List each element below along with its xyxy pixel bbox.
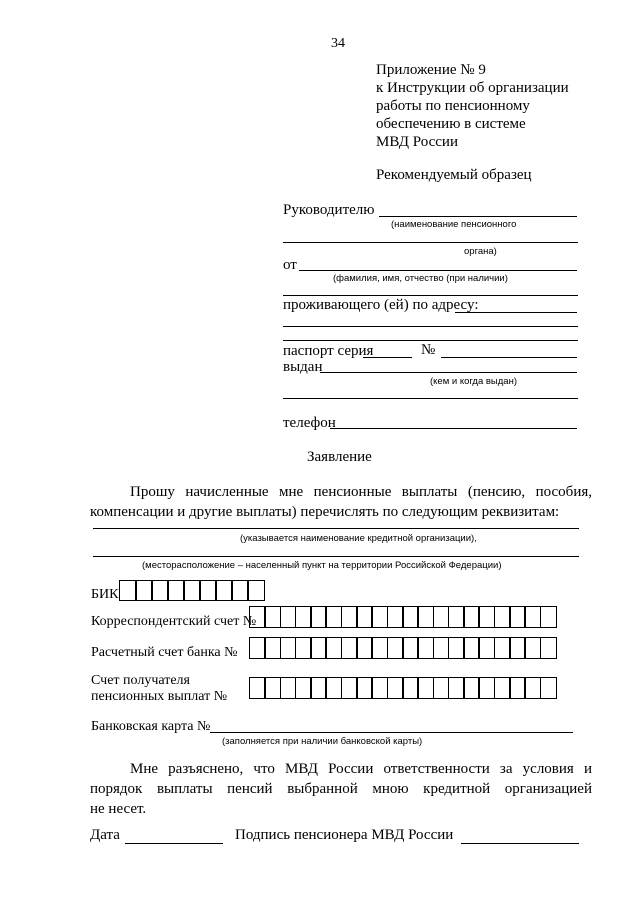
digit-box[interactable] xyxy=(540,606,557,628)
passport-label: паспорт серия xyxy=(283,343,374,359)
from-label: от xyxy=(283,257,297,273)
settlement-account-boxes[interactable] xyxy=(249,637,555,659)
corr-account-label: Корреспондентский счет № xyxy=(91,614,257,629)
page-number: 34 xyxy=(331,36,345,51)
statement-title: Заявление xyxy=(307,449,372,465)
date-label: Дата xyxy=(90,827,120,843)
passport-number-sign: № xyxy=(421,342,436,358)
bank-location-caption: (месторасположение – населенный пункт на территории Российской Федерации) xyxy=(142,560,502,571)
issued-label: выдан xyxy=(283,359,323,375)
signature-field-line[interactable] xyxy=(461,843,579,844)
bank-name-line[interactable] xyxy=(93,528,579,529)
notice-line-3: не несет. xyxy=(90,801,147,817)
digit-box[interactable] xyxy=(199,580,217,601)
passport-number-line[interactable] xyxy=(441,357,577,358)
appendix-line-5: МВД России xyxy=(376,134,458,150)
address-field-line[interactable] xyxy=(455,312,577,313)
corr-account-boxes[interactable] xyxy=(249,606,555,628)
digit-box[interactable] xyxy=(119,580,137,601)
appendix-line-1: Приложение № 9 xyxy=(376,62,486,78)
issued-field-line[interactable] xyxy=(320,372,577,373)
head-caption-2: органа) xyxy=(464,246,497,257)
bank-location-line[interactable] xyxy=(93,556,579,557)
bank-card-caption: (заполняется при наличии банковской карты) xyxy=(222,736,423,747)
bank-card-label: Банковская карта № xyxy=(91,719,211,734)
digit-box[interactable] xyxy=(540,677,557,699)
issued-field-line-2[interactable] xyxy=(283,398,578,399)
recipient-account-label-1: Счет получателя xyxy=(91,673,190,688)
appendix-line-2: к Инструкции об организации xyxy=(376,80,569,96)
address-field-line-3[interactable] xyxy=(283,340,578,341)
appendix-line-3: работы по пенсионному xyxy=(376,98,530,114)
digit-box[interactable] xyxy=(135,580,153,601)
request-paragraph xyxy=(90,482,592,522)
bik-boxes[interactable] xyxy=(119,580,263,601)
phone-label: телефон xyxy=(283,415,336,431)
issued-caption: (кем и когда выдан) xyxy=(430,376,517,387)
head-label: Руководителю xyxy=(283,202,375,218)
digit-box[interactable] xyxy=(247,580,265,601)
request-line-2: компенсации и другие выплаты) перечислять по следующим реквизитам: xyxy=(90,504,560,520)
digit-box[interactable] xyxy=(540,637,557,659)
sample-label: Рекомендуемый образец xyxy=(376,167,532,183)
phone-field-line[interactable] xyxy=(330,428,577,429)
recipient-account-label-2: пенсионных выплат № xyxy=(91,689,228,704)
notice-paragraph xyxy=(90,759,592,819)
settlement-account-label: Расчетный счет банка № xyxy=(91,645,238,660)
appendix-line-4: обеспечению в системе xyxy=(376,116,526,132)
digit-box[interactable] xyxy=(215,580,233,601)
from-caption: (фамилия, имя, отчество (при наличии) xyxy=(333,273,508,284)
digit-box[interactable] xyxy=(183,580,201,601)
date-field-line[interactable] xyxy=(125,843,223,844)
head-field-line[interactable] xyxy=(379,216,577,217)
recipient-account-boxes[interactable] xyxy=(249,677,555,699)
notice-line-1: Мне разъяснено, что МВД России ответственности за условия и xyxy=(130,761,592,777)
address-field-line-2[interactable] xyxy=(283,326,578,327)
request-line-1: Прошу начисленные мне пенсионные выплаты (пенсию, пособия, xyxy=(130,484,592,500)
from-field-line-2[interactable] xyxy=(283,295,578,296)
bank-name-caption: (указывается наименование кредитной организации), xyxy=(240,533,477,544)
bik-label: БИК xyxy=(91,587,119,602)
from-field-line[interactable] xyxy=(299,270,577,271)
digit-box[interactable] xyxy=(231,580,249,601)
head-caption-1: (наименование пенсионного xyxy=(391,219,517,230)
head-field-line-2[interactable] xyxy=(283,242,578,243)
notice-line-2: порядок выплаты пенсий выбранной мною кредитной организацией xyxy=(90,781,592,797)
address-label: проживающего (ей) по адресу: xyxy=(283,297,479,313)
digit-box[interactable] xyxy=(151,580,169,601)
signature-label: Подпись пенсионера МВД России xyxy=(235,827,454,843)
bank-card-line[interactable] xyxy=(210,732,573,733)
passport-series-line[interactable] xyxy=(363,357,412,358)
digit-box[interactable] xyxy=(167,580,185,601)
